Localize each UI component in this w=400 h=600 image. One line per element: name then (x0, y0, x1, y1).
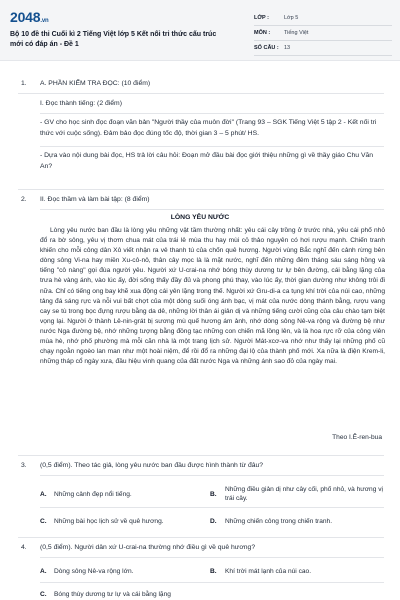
divider (40, 557, 384, 558)
option-letter: A. (40, 491, 47, 498)
option-text: Những điều giản dị như cây cối, phố nhỏ, và hương vị trái cây. (225, 486, 383, 502)
meta-value: Lớp 5 (284, 15, 299, 21)
divider (18, 537, 384, 538)
divider (18, 189, 384, 190)
instruction-paragraph: - GV cho học sinh đọc đoạn văn bản "Người thầy của muôn đời" (Trang 93 – SGK Tiếng Việt 5 tập 2 - Kết nối tri thức với cuộc sống). Đảm bảo đọc đúng tốc độ, thời gian 3 – 5 phút/ HS. (40, 119, 377, 137)
reading-passage: Lòng yêu nước ban đầu là lòng yêu những vật tầm thường nhất: yêu cái cây trồng ở trước nhà, yêu cái phố nhỏ đổ ra bờ sông, yêu vị thơm chua mát của trái lê mùa thu hay mùi cỏ thảo nguyên có hơi rượu mạnh. Chiến tranh khiến cho mỗi công dân Xô viết nhận ra vẻ thanh tú của chốn quê hương. Người vùng Bắc nghĩ đến cảnh rừng bên dòng sông Vi-na hay miền Xu-cô-nô, thân cây mọc là là mặt nước, nghĩ đến những đêm tháng sáu sáng hồng và tiếng "cô nàng" gọi đùa người yêu. Người xứ U-crai-na nhớ bóng thùy dương tư lự bên đường, cái bằng lặng của trưa hè vàng ánh, vào lúc ấy, đời sống thấy đầy đủ và phong phú thay, vào lúc ấy, thời gian dường như không trôi đi nữa. Chỉ có tiếng ong bay khẽ xua động cái yên lặng trong thế. Người xứ Gru-di-a ca tụng khí trời của núi cao, những tảng đá sáng rực và nỗi vui bất chợt của một dòng suối óng ánh bạc, vị mát của nước dòng thánh bằng, rượu vang cay se tù trong bọc đựng rượu bằng da dê, những lời thân ái giản dị và những tiếng cười cũng của câu chào tạm biệt vọng lại. Người ở thành Lê-nin-grát bị sương mù quế hương ám ảnh, nhớ dòng sông Nê-va rộng và đường bệ như nước Nga đường bệ, nhớ những tượng bằng đồng tạc những con chiến mã lồng lên, và là hoa rực rỡ của công viên mùa hè, nhớ phố phường mà mỗi căn nhà là một trang lịch sử. Người Mát-xcơ-va nhớ như thấy lại những phố cũ chạy ngoằn ngoèo lan man như một hoài niệm, để rồi đổ ra những đại lộ của thành phố mới. Xa nữa là điện Krem-li, những tháp cổ ngày xưa, đầu hiệu vinh quang của đất nước Nga và những ánh sao đỏ của ngày mai. (40, 227, 385, 366)
site-logo[interactable] (10, 9, 48, 25)
meta-value: 13 (284, 45, 291, 51)
document-header (0, 0, 400, 61)
meta-row-class (254, 11, 392, 26)
option-letter: D. (210, 518, 217, 525)
option-text: Những cảnh đẹp nổi tiếng. (54, 491, 132, 498)
divider (18, 93, 384, 94)
divider (40, 113, 384, 114)
section-number: 2. (21, 196, 27, 203)
question-number: 3. (21, 462, 27, 469)
document-meta (254, 11, 392, 56)
document-title: Bộ 10 đề thi Cuối kì 2 Tiếng Việt lớp 5 Kết nối tri thức cấu trúc mới có đáp án - Đề 1 (10, 31, 217, 48)
meta-label: LỚP : (254, 15, 269, 21)
option-text: Những chiến công trong chiến tranh. (225, 518, 333, 525)
instruction-paragraph: - Dựa vào nội dung bài đọc, HS trả lời câu hỏi: Đoạn mở đầu bài đọc giới thiệu những gì về thầy giáo Chu Văn An? (40, 152, 374, 170)
option-text: Những bài học lịch sử về quê hương. (54, 518, 164, 525)
meta-label: MÔN : (254, 30, 271, 36)
meta-row-subject (254, 26, 392, 41)
divider (40, 209, 384, 210)
meta-row-count (254, 41, 392, 56)
divider (40, 507, 384, 508)
subsection-title: I. Đọc thành tiếng: (2 điểm) (40, 100, 122, 107)
meta-value: Tiếng Việt (284, 30, 309, 36)
option-letter: C. (40, 591, 47, 598)
question-text: (0,5 điểm). Người dân xứ U-crai-na thường nhớ điều gì về quê hương? (40, 544, 256, 551)
option-text: Dòng sông Nê-va rộng lớn. (54, 568, 134, 575)
option-letter: B. (210, 491, 217, 498)
divider (18, 455, 384, 456)
option-letter: B. (210, 568, 217, 575)
divider (40, 582, 384, 583)
section-title: A. PHẦN KIỂM TRA ĐỌC: (10 điểm) (40, 80, 151, 87)
option-letter: A. (40, 568, 47, 575)
option-text: Bóng thùy dương tư lự và cái bằng lặng (54, 591, 171, 598)
logo-text: 2048 (10, 9, 41, 25)
question-number: 4. (21, 544, 27, 551)
meta-label: SỐ CÂU : (254, 45, 279, 51)
option-letter: C. (40, 518, 47, 525)
divider (40, 146, 384, 147)
section-number: 1. (21, 80, 27, 87)
section-title: II. Đọc thầm và làm bài tập: (8 điểm) (40, 196, 150, 203)
divider (40, 475, 384, 476)
reading-title: LÒNG YÊU NƯỚC (170, 214, 230, 221)
reading-author: Theo I.Ê-ren-bua (332, 434, 382, 441)
option-text: Khí trời mát lạnh của núi cao. (225, 568, 312, 575)
question-text: (0,5 điểm). Theo tác giả, lòng yêu nước ban đầu được hình thành từ đâu? (40, 462, 264, 469)
logo-tld: .vn (40, 18, 49, 24)
